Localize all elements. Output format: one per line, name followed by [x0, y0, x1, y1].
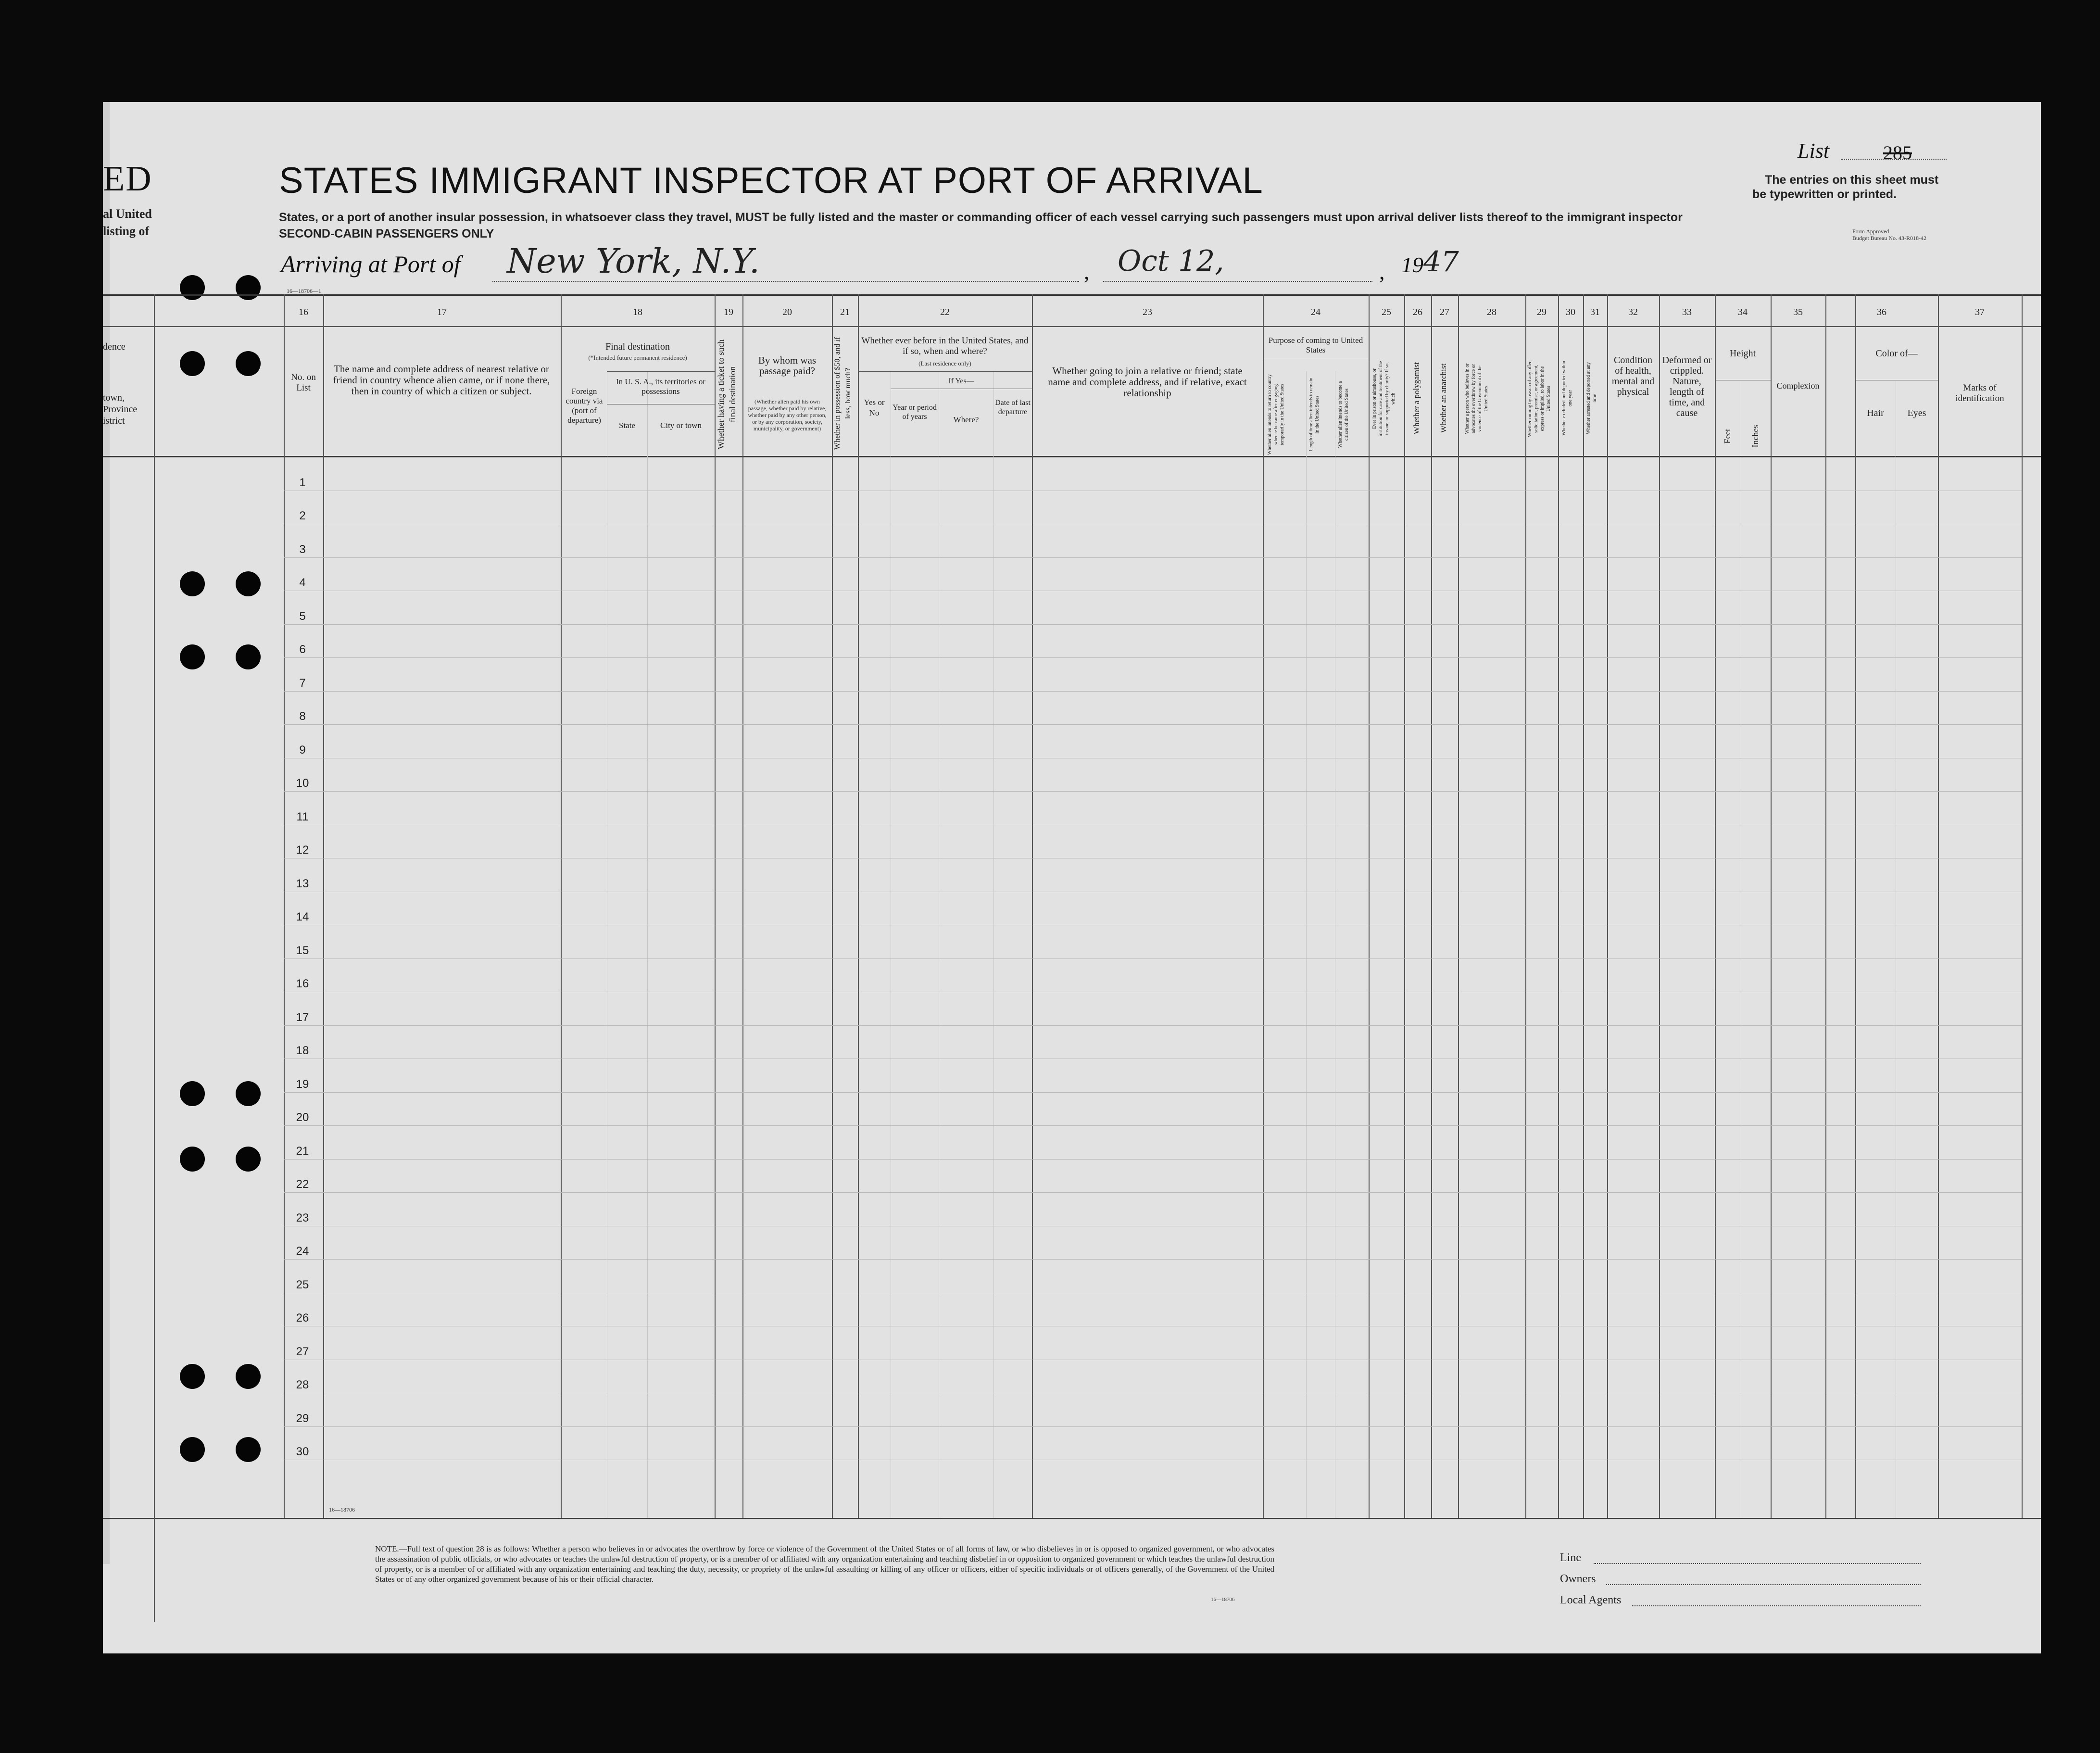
row-number: 18 [296, 1044, 309, 1057]
col-number-33: 33 [1682, 307, 1692, 317]
port-dotted-line [492, 281, 1079, 282]
col-divider [832, 294, 833, 1518]
punch-hole [236, 1364, 261, 1389]
agents-label: Local Agents [1560, 1594, 1622, 1606]
row-number: 2 [299, 509, 306, 522]
row-number: 12 [296, 844, 309, 857]
row-number: 26 [296, 1312, 309, 1324]
col-divider [1771, 294, 1772, 1518]
row-rule [284, 1125, 2022, 1126]
row-number: 20 [296, 1111, 309, 1124]
partial-left-residence: dence [103, 341, 126, 352]
partial-left-province: Province [103, 404, 138, 415]
col34-feet: Feet [1723, 429, 1732, 444]
col-divider [1032, 294, 1033, 1518]
col-number-31: 31 [1590, 307, 1600, 317]
col-divider [323, 294, 324, 1518]
col-number-37: 37 [1975, 307, 1985, 317]
row-number: 16 [296, 977, 309, 990]
punch-hole [180, 644, 205, 669]
col-divider [1458, 294, 1459, 1518]
col-divider [1263, 294, 1264, 1518]
row-number: 1 [299, 476, 306, 489]
col24-sub-c: Whether alien intends to become a citizen of the United States [1338, 381, 1349, 448]
col36-hair: Hair [1867, 408, 1884, 418]
col-divider [1715, 294, 1716, 1518]
col26-header: Whether a polygamist [1412, 362, 1421, 435]
table-top-rule [103, 294, 2041, 296]
col35-header: Complexion [1776, 381, 1820, 391]
row-number: 15 [296, 944, 309, 957]
entries-note-1: The entries on this sheet must [1765, 173, 1939, 187]
col-divider [1607, 294, 1608, 1518]
row-rule [284, 724, 2022, 725]
row-number: 23 [296, 1211, 309, 1224]
col17-header: The name and complete address of nearest relative or friend in country whence alien came, or if none there, then in country of which a citizen or subject. [333, 363, 550, 397]
row-number: 22 [296, 1178, 309, 1191]
col18-city: City or town [660, 421, 702, 430]
subcol-divider [1306, 371, 1307, 1518]
punch-hole [236, 644, 261, 669]
agents-field[interactable] [1632, 1605, 1921, 1606]
row-rule [284, 1159, 2022, 1160]
subcol-divider [993, 371, 994, 1518]
punch-hole [236, 1437, 261, 1462]
column-number-rule [103, 326, 2041, 327]
col18-subheader: (*Intended future permanent residence) [588, 354, 687, 361]
col18-foreign: Foreign country via (port of departure) [566, 387, 603, 425]
line-field[interactable] [1594, 1563, 1921, 1564]
col-divider [858, 294, 859, 1518]
row-number: 25 [296, 1278, 309, 1291]
col28-header: Whether a person who believes in or advocates the overthrow by force or violence of the Government of the United States [1465, 363, 1489, 434]
punch-hole [180, 351, 205, 376]
col-number-24: 24 [1311, 307, 1320, 317]
col-number-34: 34 [1738, 307, 1748, 317]
punch-hole [180, 1437, 205, 1462]
col-number-27: 27 [1440, 307, 1449, 317]
col-divider [742, 294, 743, 1518]
header-subrule [607, 371, 715, 372]
left-strip-divider [154, 294, 155, 1622]
row-number: 30 [296, 1445, 309, 1458]
col32-header: Condition of health, mental and physical [1611, 355, 1655, 397]
form-approved-2: Budget Bureau No. 43-R018-42 [1852, 235, 1926, 241]
row-rule [284, 624, 2022, 625]
col-number-28: 28 [1487, 307, 1496, 317]
left-strip-divider [284, 294, 285, 1518]
entries-note-2: be typewritten or printed. [1752, 188, 1897, 201]
col36-eyes: Eyes [1907, 408, 1926, 418]
row-rule [284, 1259, 2022, 1260]
col-divider [561, 294, 562, 1518]
col-number-32: 32 [1628, 307, 1638, 317]
small-form-code: 16—18706—1 [287, 288, 321, 294]
port-value: New York, N.Y. [507, 241, 760, 281]
header-subrule [858, 371, 1032, 372]
partial-left-line2: listing of [103, 224, 150, 238]
instruction-text: States, or a port of another insular possession, in whatsoever class they travel, MUST be fully listed and the master or commanding officer of each vessel carrying such passengers must upon arrival deliver lists thereof to the immigrant inspector [279, 211, 1683, 224]
punch-hole [180, 1147, 205, 1172]
col-divider [1855, 294, 1856, 1518]
col29-header: Whether coming by reason of any offer, solicitation, promise, or agreement, express or implied, to labor in the United States [1527, 360, 1551, 437]
partial-left-town: town, [103, 392, 125, 403]
col22-header: Whether ever before in the United States, and if so, when and where? [861, 336, 1029, 356]
col-divider [1431, 294, 1432, 1518]
col-divider [1825, 294, 1826, 1518]
manifest-sheet [103, 102, 2041, 1653]
col16-header: No. on List [291, 372, 316, 393]
owners-field[interactable] [1606, 1584, 1921, 1585]
col-number-19: 19 [724, 307, 733, 317]
col27-header: Whether an anarchist [1439, 363, 1448, 433]
punch-hole [236, 571, 261, 596]
col-number-35: 35 [1793, 307, 1803, 317]
line-label: Line [1560, 1551, 1581, 1564]
col-divider [1369, 294, 1370, 1518]
date-value: Oct 12, [1118, 244, 1224, 278]
col22-if-yes: If Yes— [948, 377, 974, 385]
row-number: 19 [296, 1078, 309, 1091]
row-number: 24 [296, 1245, 309, 1258]
row-rule [284, 1426, 2022, 1427]
col-divider [715, 294, 716, 1518]
col-divider [1525, 294, 1526, 1518]
row-number: 7 [299, 677, 306, 690]
row-number: 10 [296, 777, 309, 790]
passenger-class: SECOND-CABIN PASSENGERS ONLY [279, 227, 494, 240]
year-value: 47 [1423, 245, 1459, 278]
header-bottom-rule [103, 456, 2041, 457]
col-divider [1938, 294, 1939, 1518]
col23-header: Whether going to join a relative or friend; state name and complete address, and if relative, exact relationship [1048, 365, 1247, 399]
col22-yes-no: Yes or No [864, 398, 885, 417]
col30-header: Whether excluded and deported within one year [1561, 361, 1573, 436]
list-label: List [1798, 139, 1830, 163]
col-number-26: 26 [1413, 307, 1422, 317]
row-number: 8 [299, 710, 306, 723]
row-rule [284, 1092, 2022, 1093]
col22-date: Date of last departure [995, 399, 1031, 416]
footer-note: NOTE.—Full text of question 28 is as follows: Whether a person who believes in or advocates the overthrow by force or violence of the Government of the United States or of all forms of law, or who disbelieves in or is opposed to organized government, or who advocates the assassination of public officials, or who advocates or teaches the unlawful destruction of property, or is a member of or affiliated with any organization entertaining and teaching disbelief in or opposition to organized government or which teaches the unlawful destruction of property, or is a member of or affiliated with any organization entertaining and teaching the duty, necessity, or propriety of the unlawful assaulting or killing of any officer or officers, either of specific individuals or of officers generally, of the Government of the United States or of any other organized government because of his or their official character. [375, 1544, 1274, 1584]
row-rule [284, 691, 2022, 692]
row-number: 13 [296, 877, 309, 890]
row-number: 17 [296, 1011, 309, 1024]
col-number-16: 16 [299, 307, 308, 317]
subcol-divider [647, 371, 648, 1518]
col-number-25: 25 [1382, 307, 1391, 317]
row-number: 14 [296, 910, 309, 923]
col21-header: Whether in possession of $50, and if less, how much? [833, 337, 852, 450]
form-approved-1: Form Approved [1852, 228, 1889, 235]
col20-header: By whom was passage paid? [758, 354, 817, 377]
col18-state: State [619, 421, 635, 430]
col33-header: Deformed or crippled. Nature, length of time, and cause [1662, 355, 1712, 418]
col36-header: Color of— [1875, 348, 1918, 359]
col22-subheader: (Last residence only) [918, 360, 971, 367]
col24-sub-b: Length of time alien intends to remain in the United States [1308, 378, 1320, 452]
row-number: 9 [299, 744, 306, 757]
col22-year: Year or period of years [893, 404, 937, 421]
row-number: 28 [296, 1378, 309, 1391]
table-bottom-rule [103, 1518, 2041, 1519]
owners-label: Owners [1560, 1573, 1596, 1585]
col34-inches: Inches [1750, 425, 1760, 448]
punch-hole [236, 275, 261, 300]
partial-left-district: istrict [103, 416, 125, 426]
col24-sub-a: Whether alien intends to return to country whence he came after engaging temporarily in the United States [1267, 374, 1285, 455]
punch-hole [236, 351, 261, 376]
row-number: 11 [296, 810, 309, 823]
col-divider [2022, 294, 2023, 1518]
col-divider [1659, 294, 1660, 1518]
footer-form-code: 16—18706 [329, 1506, 355, 1513]
col31-header: Whether arrested and deported at any time [1586, 362, 1597, 434]
punch-hole [180, 275, 205, 300]
col22-where: Where? [953, 415, 979, 424]
partial-left-title: ED [103, 159, 152, 199]
col-number-20: 20 [782, 307, 792, 317]
row-rule [284, 657, 2022, 658]
col19-header: Whether having a ticket to such final destination [716, 339, 737, 450]
row-number: 3 [299, 543, 306, 556]
footer-note-code: 16—18706 [1211, 1597, 1235, 1602]
punch-hole [180, 571, 205, 596]
col-divider [1583, 294, 1584, 1518]
col18-header: Final destination [605, 341, 670, 352]
col37-header: Marks of identification [1955, 383, 2004, 404]
punch-hole [236, 1081, 261, 1106]
left-overlap-strip [103, 102, 110, 1564]
punch-hole [236, 1147, 261, 1172]
page-title: STATES IMMIGRANT INSPECTOR AT PORT OF ARRIVAL [279, 160, 1263, 201]
col25-header: Ever in prison or almshouse, or institution for care and treatment of the insane, or supported by charity? If so, which [1372, 361, 1396, 437]
row-number: 29 [296, 1412, 309, 1425]
list-number: 285 [1883, 142, 1912, 164]
col-divider [1404, 294, 1405, 1518]
partial-left-line1: al United [103, 207, 152, 221]
col-number-22: 22 [940, 307, 950, 317]
row-rule [284, 1192, 2022, 1193]
row-rule [284, 958, 2022, 959]
col-divider [1558, 294, 1559, 1518]
row-rule [284, 791, 2022, 792]
col34-header: Height [1729, 348, 1756, 359]
col-number-23: 23 [1143, 307, 1152, 317]
year-prefix: 19 [1401, 252, 1423, 277]
col-number-36: 36 [1877, 307, 1886, 317]
comma: , [1084, 259, 1090, 284]
col-number-21: 21 [840, 307, 850, 317]
col-number-17: 17 [437, 307, 447, 317]
row-number: 4 [299, 576, 306, 589]
col24-header: Purpose of coming to United States [1268, 336, 1363, 354]
col18-usa: In U. S. A., its territories or possessions [616, 377, 706, 396]
col-number-29: 29 [1537, 307, 1547, 317]
comma: , [1379, 259, 1385, 284]
col-number-18: 18 [633, 307, 642, 317]
col20-subheader: (Whether alien paid his own passage, whether paid by relative, whether paid by any other person, or by any corporation, society, municipality, or government) [748, 398, 827, 432]
row-number: 5 [299, 610, 306, 623]
row-number: 21 [296, 1145, 309, 1158]
row-number: 27 [296, 1345, 309, 1358]
punch-hole [180, 1081, 205, 1106]
row-rule [284, 557, 2022, 558]
row-rule [284, 1025, 2022, 1026]
col-number-30: 30 [1566, 307, 1575, 317]
punch-hole [180, 1364, 205, 1389]
row-number: 6 [299, 643, 306, 656]
arriving-label: Arriving at Port of [281, 251, 461, 277]
date-dotted-line [1103, 281, 1372, 282]
